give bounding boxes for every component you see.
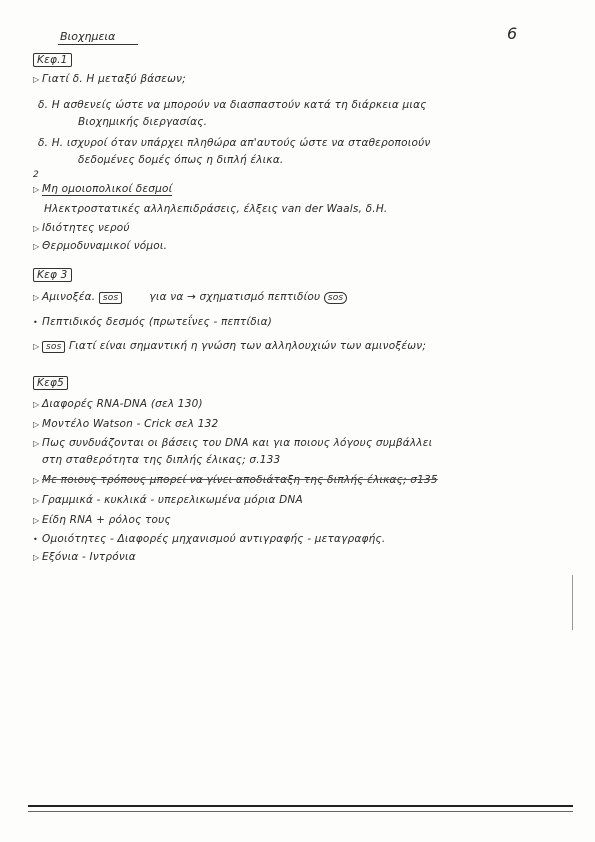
arrow-bullet-icon: ▷	[33, 400, 40, 409]
ch1-answer1-line2: Βιοχημικής διεργασίας.	[78, 116, 208, 128]
bullet-icon: •	[33, 318, 38, 327]
ch1-answer2-line2: δεδομένες δομές όπως η διπλή έλικα.	[78, 154, 284, 166]
title-underline	[58, 44, 138, 45]
arrow-bullet-icon: ▷	[33, 516, 40, 525]
ch3-peptide-bond: Πεπτιδικός δεσμός (πρωτεΐνες - πεπτίδια)	[42, 316, 272, 328]
ch1-answer1-line1: δ. Η ασθενείς ώστε να μπορούν να διασπαστούν κατά τη διάρκεια μιας	[38, 99, 427, 111]
ch5-item: Πως συνδυάζονται οι βάσεις του DNA και για ποιους λόγους συμβάλλει	[42, 437, 433, 449]
ch1-question: Γιατί δ. Η μεταξύ βάσεων;	[42, 73, 186, 85]
sos-badge: sos	[99, 292, 122, 304]
ch2-item-water: Ιδιότητες νερού	[42, 222, 130, 234]
arrow-bullet-icon: ▷	[33, 342, 40, 351]
ch1-answer2-line1: δ. Η. ισχυροί όταν υπάρχει πληθώρα απ'αυτούς ώστε να σταθεροποιούν	[38, 137, 431, 149]
bottom-rule	[28, 805, 573, 807]
ch3-sequence-question: Γιατί είναι σημαντική η γνώση των αλληλουχιών των αμινοξέων;	[69, 340, 427, 352]
ch5-item: Εξόνια - Ιντρόνια	[42, 551, 136, 563]
ch3-aminoacids: Αμινοξέα.	[42, 291, 96, 303]
ch5-item: Με ποιους τρόπους μπορεί να γίνει αποδιάταξη της διπλής έλικας; σ135	[42, 474, 438, 486]
arrow-bullet-icon: ▷	[33, 476, 40, 485]
ch5-item: Μοντέλο Watson - Crick σελ 132	[42, 418, 219, 430]
arrow-bullet-icon: ▷	[33, 496, 40, 505]
arrow-bullet-icon: ▷	[33, 439, 40, 448]
ch5-item: Ομοιότητες - Διαφορές μηχανισμού αντιγραφής - μεταγραφής.	[42, 533, 386, 545]
bullet-icon: •	[33, 535, 38, 544]
arrow-bullet-icon: ▷	[33, 185, 40, 194]
sos-badge: sos	[42, 341, 65, 353]
page-number: 6	[507, 24, 518, 43]
arrow-bullet-icon: ▷	[33, 420, 40, 429]
ch3-peptide-formation: για να → σχηματισμό πεπτιδίου	[149, 291, 321, 303]
ch5-heading: Κεφ5	[33, 376, 68, 390]
ch3-heading: Κεφ 3	[33, 268, 72, 282]
arrow-bullet-icon: ▷	[33, 293, 40, 302]
ch2-item-thermo: Θερμοδυναμικοί νόμοι.	[42, 240, 168, 252]
arrow-bullet-icon: ▷	[33, 242, 40, 251]
ch5-item: Είδη RNA + ρόλος τους	[42, 514, 171, 526]
ch5-item-continued: στη σταθερότητα της διπλής έλικας; σ.133	[42, 454, 281, 466]
ch5-item: Γραμμικά - κυκλικά - υπερελικωμένα μόρια DNA	[42, 494, 303, 506]
arrow-bullet-icon: ▷	[33, 224, 40, 233]
ch5-item: Διαφορές RNA-DNA (σελ 130)	[42, 398, 203, 410]
ch2-marker: 2	[33, 170, 39, 180]
sos-badge-circled: sos	[324, 292, 347, 304]
arrow-bullet-icon: ▷	[33, 553, 40, 562]
page-title: Βιοχημεια	[60, 30, 116, 43]
ch1-heading: Κεφ.1	[33, 53, 72, 67]
arrow-bullet-icon: ▷	[33, 75, 40, 84]
scan-line-artifact	[572, 575, 573, 630]
ch2-heading: Μη ομοιοπολικοί δεσμοί	[42, 183, 173, 195]
bottom-rule-thin	[28, 811, 573, 812]
ch2-subtitle: Ηλεκτροστατικές αλληλεπιδράσεις, έλξεις van der Waals, δ.Η.	[44, 203, 388, 215]
